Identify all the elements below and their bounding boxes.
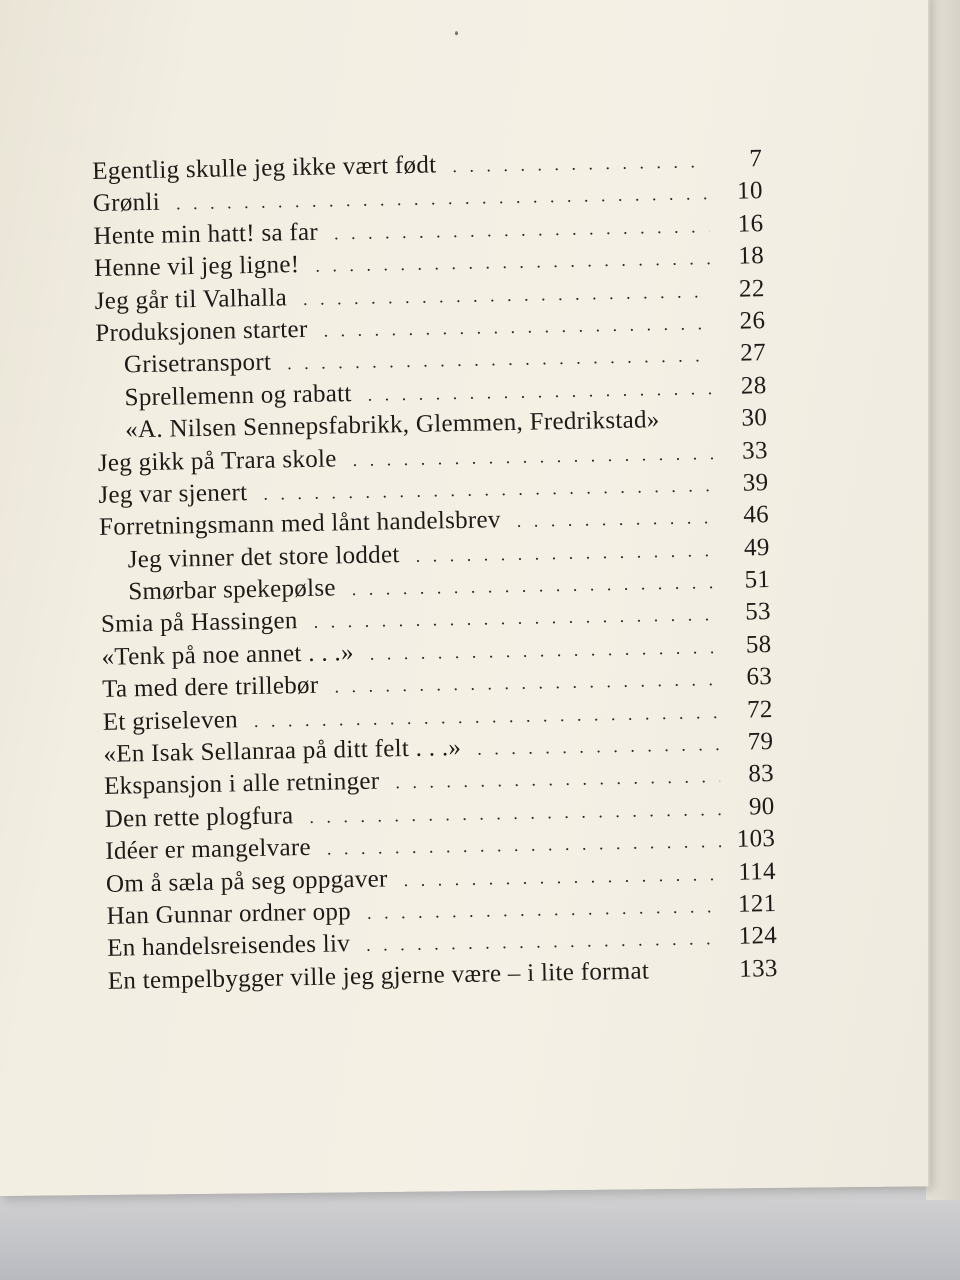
toc-entry-page-number: 63 [746, 663, 773, 691]
toc-dot-leader [366, 928, 723, 956]
toc-entry-title: Den rette plogfura [104, 802, 294, 833]
toc-dot-leader [477, 734, 720, 760]
toc-entry-title: Smia på Hassingen [100, 607, 298, 639]
toc-entry-title: Produksjonen starter [95, 315, 308, 347]
toc-entry-title: «En Isak Sellanraa på ditt felt . . .» [103, 734, 462, 768]
toc-dot-leader [287, 345, 712, 374]
toc-dot-leader [176, 184, 709, 215]
toc-entry-page-number: 103 [736, 825, 776, 853]
toc-entry-title: Jeg vinner det store loddet [127, 540, 400, 574]
toc-entry-page-number: 18 [738, 242, 765, 270]
toc-entry-title: Henne vil jeg ligne! [93, 251, 300, 283]
toc-entry-page-number: 27 [740, 339, 767, 367]
toc-entry-title: Jeg gikk på Trara skole [97, 444, 337, 477]
background-fabric [0, 1190, 960, 1280]
toc-entry-title: Ekspansjon i alle retninger [103, 768, 380, 801]
toc-entry-page-number: 58 [745, 630, 772, 659]
toc-entry-spacer [660, 426, 716, 427]
toc-entry-title: Idéer er mangelvare [105, 834, 312, 866]
toc-entry-title: En handelsreisendes liv [106, 930, 351, 963]
toc-entry-page-number: 51 [744, 566, 771, 594]
toc-dot-leader [303, 281, 711, 310]
toc-entry-title: Sprellemenn og rabatt [124, 379, 352, 412]
toc-dot-leader [452, 151, 708, 177]
toc-dot-leader [367, 378, 712, 406]
toc-entry-page-number: 90 [748, 792, 775, 821]
toc-entry-title: Grønli [92, 189, 161, 218]
toc-entry-title: «A. Nilsen Sennepsfabrikk, Glemmen, Fredrikstad» [124, 406, 660, 444]
toc-dot-leader [254, 702, 719, 732]
toc-entry-page-number: 33 [741, 436, 768, 465]
toc-dot-leader [352, 572, 717, 600]
toc-entry-title: Grisetransport [123, 348, 272, 379]
toc-entry-page-number: 10 [736, 177, 764, 206]
toc-entry-page-number: 121 [737, 889, 777, 918]
toc-entry-page-number: 16 [737, 209, 764, 238]
toc-dot-leader [315, 248, 710, 277]
toc-dot-leader [323, 313, 711, 341]
toc-dot-leader [327, 831, 722, 860]
toc-entry-page-number: 72 [746, 695, 773, 724]
toc-entry-title: Smørbar spekepølse [128, 574, 337, 606]
toc-entry-title: Han Gunnar ordner opp [106, 898, 352, 930]
toc-entry-title: Ta med dere trillebør [101, 672, 319, 704]
toc-entry-title: «Tenk på noe annet . . .» [101, 638, 355, 671]
book-edge [926, 0, 960, 1200]
toc-entry-page-number: 53 [744, 598, 772, 627]
toc-dot-leader [263, 475, 714, 505]
toc-dot-leader [309, 799, 721, 828]
toc-entry-page-number: 26 [739, 307, 766, 335]
toc-entry-page-number: 7 [749, 145, 763, 173]
toc-dot-leader [314, 605, 718, 634]
toc-entry-title: Jeg går til Valhalla [94, 283, 288, 315]
toc-entry-title: Forretningsmann med lånt handelsbrev [98, 506, 501, 542]
toc-entry-page-number: 28 [740, 371, 767, 400]
toc-entry-title: Et griseleven [102, 705, 239, 736]
toc-dot-leader [517, 507, 716, 532]
toc-entry-page-number: 83 [748, 760, 775, 788]
toc-entry-spacer [649, 977, 726, 978]
table-of-contents [92, 145, 778, 1000]
toc-entry-title: Hente min hatt! sa far [93, 218, 319, 250]
toc-entry-page-number: 39 [742, 468, 769, 497]
toc-entry-title: Egentlig skulle jeg ikke vært født [92, 151, 437, 185]
toc-dot-leader [367, 896, 723, 924]
toc-dot-leader [352, 443, 714, 471]
toc-entry-page-number: 46 [743, 501, 770, 529]
toc-entry-title: En tempelbygger ville jeg gjerne være – i lite format [107, 957, 650, 995]
toc-entry-page-number: 49 [743, 533, 770, 562]
toc-dot-leader [334, 216, 710, 244]
toc-entry-page-number: 30 [741, 404, 768, 432]
toc-entry-title: Om å sæla på seg oppgaver [105, 865, 388, 898]
toc-entry-page-number: 114 [738, 857, 777, 886]
toc-dot-leader [395, 766, 720, 793]
paper-speck [455, 31, 458, 35]
toc-dot-leader [403, 864, 722, 891]
toc-entry-page-number: 124 [738, 922, 778, 951]
toc-dot-leader [415, 540, 715, 567]
toc-entry-page-number: 79 [747, 728, 774, 756]
toc-entry-page-number: 133 [739, 954, 778, 983]
toc-dot-leader [334, 669, 718, 697]
toc-entry-title: Jeg var sjenert [98, 478, 248, 509]
toc-entry-page-number: 22 [738, 274, 765, 303]
toc-dot-leader [370, 637, 718, 665]
